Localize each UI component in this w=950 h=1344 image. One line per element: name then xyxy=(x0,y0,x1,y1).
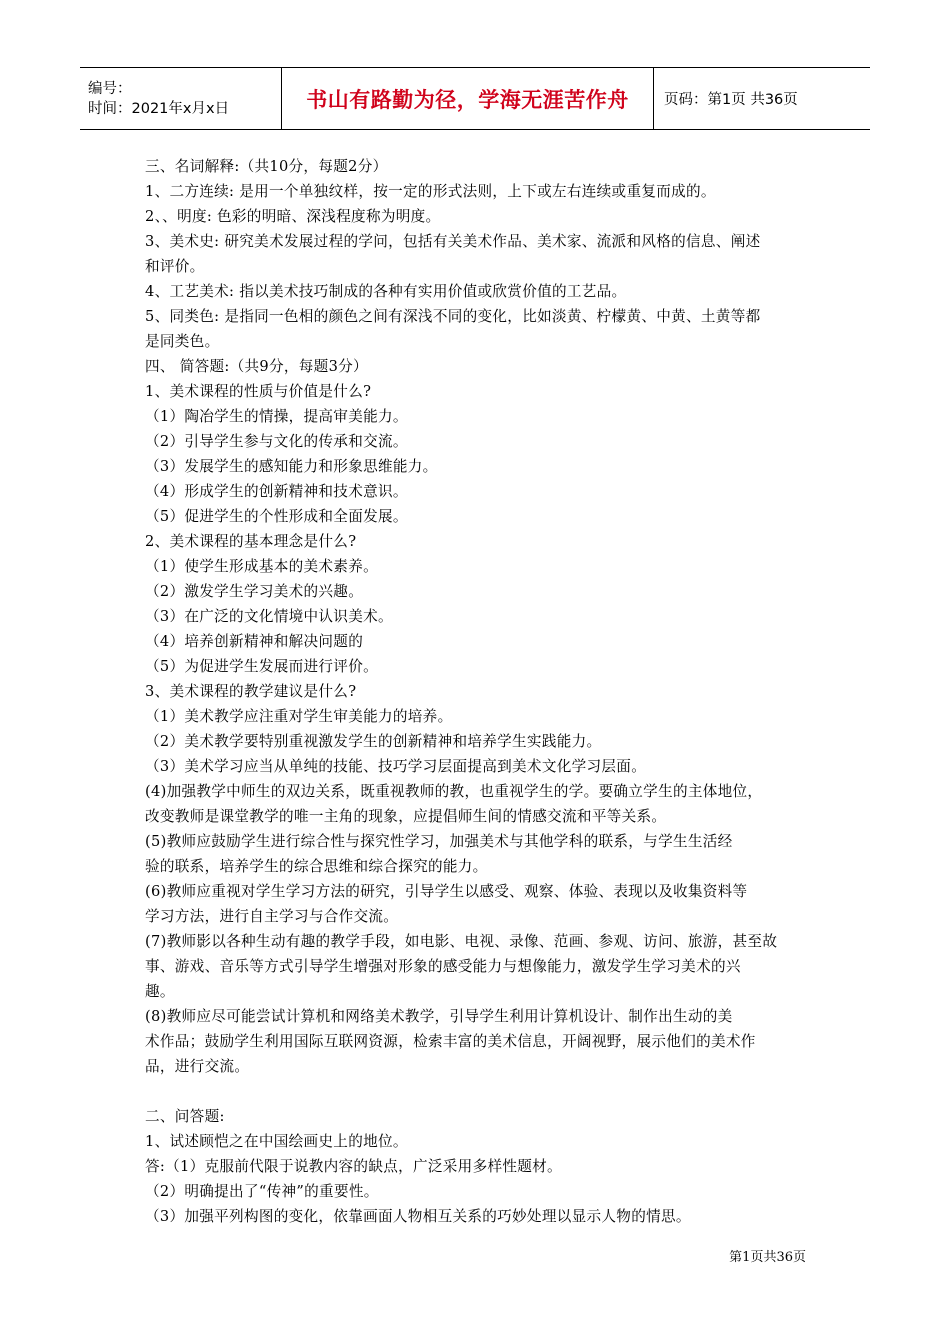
text-line: （2）激发学生学习美术的兴趣。 xyxy=(145,583,364,600)
text-line: （4）培养创新精神和解决问题的 xyxy=(145,633,364,650)
text-line: （5）为促进学生发展而进行评价。 xyxy=(145,658,378,675)
text-line: 4、工艺美术: 指以美术技巧制成的各种有实用价值或欣赏价值的工艺品。 xyxy=(145,283,627,300)
text-line: （3）在广泛的文化情境中认识美术。 xyxy=(145,608,393,625)
text-line: （1）陶冶学生的情操，提高审美能力。 xyxy=(145,408,408,425)
text-line: 2、、明度: 色彩的明暗、深浅程度称为明度。 xyxy=(145,208,441,225)
document-body xyxy=(145,154,817,1229)
text-line: 验的联系，培养学生的综合思维和综合探究的能力。 xyxy=(145,858,488,875)
text-line: 1、试述顾恺之在中国绘画史上的地位。 xyxy=(145,1133,408,1150)
text-line: (4)加强教学中师生的双边关系，既重视教师的教，也重视学生的学。要确立学生的主体地位， xyxy=(145,783,763,800)
text-line: （3）加强平列构图的变化，依靠画面人物相互关系的巧妙处理以显示人物的情思。 xyxy=(145,1208,691,1225)
header-page-info: 页码：第1页 共36页 xyxy=(664,92,798,108)
text-line: (6)教师应重视对学生学习方法的研究，引导学生以感受、观察、体验、表现以及收集资料等 xyxy=(145,883,748,900)
text-line: （3）美术学习应当从单纯的技能、技巧学习层面提高到美术文化学习层面。 xyxy=(145,758,647,775)
text-line: 3、美术课程的教学建议是什么? xyxy=(145,683,357,700)
text-line: 品，进行交流。 xyxy=(145,1058,250,1075)
text-line: 术作品；鼓励学生利用国际互联网资源，检索丰富的美术信息，开阔视野，展示他们的美术作 xyxy=(145,1033,756,1050)
header-motto: 书山有路勤为径，学海无涯苦作舟 xyxy=(282,68,654,129)
page-footer: 第1页共36页 xyxy=(729,1250,806,1265)
text-line: （4）形成学生的创新精神和技术意识。 xyxy=(145,483,408,500)
text-line: 事、游戏、音乐等方式引导学生增强对形象的感受能力与想像能力，激发学生学习美术的兴 xyxy=(145,958,741,975)
text-line: （5）促进学生的个性形成和全面发展。 xyxy=(145,508,408,525)
text-line: （3）发展学生的感知能力和形象思维能力。 xyxy=(145,458,438,475)
text-line: （2）引导学生参与文化的传承和交流。 xyxy=(145,433,408,450)
text-line: 三、名词解释:（共10分，每题2分） xyxy=(145,158,388,175)
text-line: 学习方法，进行自主学习与合作交流。 xyxy=(145,908,399,925)
text-line xyxy=(145,1079,817,1104)
text-line: (8)教师应尽可能尝试计算机和网络美术教学，引导学生利用计算机设计、制作出生动的美 xyxy=(145,1008,733,1025)
text-line: 3、美术史: 研究美术发展过程的学问，包括有关美术作品、美术家、流派和风格的信息、阐述 xyxy=(145,233,761,250)
text-line: 2、美术课程的基本理念是什么? xyxy=(145,533,357,550)
text-line: （2）美术教学要特别重视激发学生的创新精神和培养学生实践能力。 xyxy=(145,733,602,750)
text-line: 四、 简答题:（共9分，每题3分） xyxy=(145,358,368,375)
page-header xyxy=(80,67,870,130)
text-line: (5)教师应鼓励学生进行综合性与探究性学习，加强美术与其他学科的联系，与学生生活经 xyxy=(145,833,733,850)
text-line: （1）使学生形成基本的美术素养。 xyxy=(145,558,378,575)
text-line: （2）明确提出了“传神”的重要性。 xyxy=(145,1183,379,1200)
text-line: 是同类色。 xyxy=(145,333,220,350)
header-meta xyxy=(80,68,282,129)
text-line: 1、二方连续: 是用一个单独纹样，按一定的形式法则，上下或左右连续或重复而成的。 xyxy=(145,183,716,200)
text-line: （1）美术教学应注重对学生审美能力的培养。 xyxy=(145,708,453,725)
text-line: 二、问答题: xyxy=(145,1108,225,1125)
text-line: 答:（1）克服前代限于说教内容的缺点，广泛采用多样性题材。 xyxy=(145,1158,562,1175)
text-line: 5、同类色: 是指同一色相的颜色之间有深浅不同的变化，比如淡黄、柠檬黄、中黄、土黄等都 xyxy=(145,308,761,325)
text-line: (7)教师影以各种生动有趣的教学手段，如电影、电视、录像、范画、参观、访问、旅游，甚至故 xyxy=(145,933,778,950)
time-label: 时间：2021年x月x日 xyxy=(88,100,230,117)
text-line: 改变教师是课堂教学的唯一主角的现象，应提倡师生间的情感交流和平等关系。 xyxy=(145,808,667,825)
text-line: 和评价。 xyxy=(145,258,205,275)
text-line: 1、美术课程的性质与价值是什么? xyxy=(145,383,372,400)
text-line: 趣。 xyxy=(145,983,175,1000)
serial-label: 编号： xyxy=(88,80,132,97)
